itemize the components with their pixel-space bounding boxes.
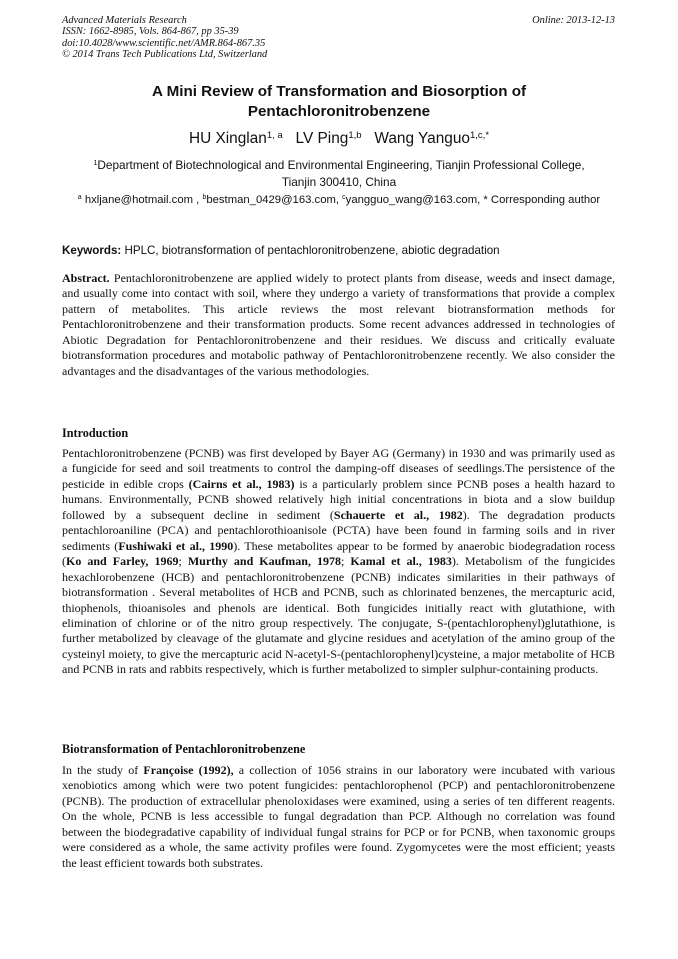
citation: Ko and Farley, 1969	[66, 554, 179, 569]
affiliation-line-1: Department of Biotechnological and Environmental Engineering, Tianjin Professional College,	[97, 158, 585, 172]
author-2-sup: 1,b	[348, 129, 362, 141]
citation: Schauerte et al., 1982	[333, 507, 463, 522]
abstract-label: Abstract.	[62, 271, 110, 285]
email-sup-a: a	[77, 194, 82, 202]
affiliation-sup: 1	[93, 157, 98, 167]
biotransformation-paragraph	[62, 763, 615, 871]
email-b: bestman_0429@163.com,	[206, 194, 343, 206]
citation: Françoise (1992),	[143, 763, 234, 777]
author-1-name: HU Xinglan	[188, 130, 267, 147]
title-line-1: A Mini Review of Transformation and Biosorption of	[151, 83, 527, 100]
intro-text: ). The degradation products pentachloroaniline (PCA) and pentachlorothioanisole (PCTA) have been found in farming soils and in river sediments (	[62, 507, 616, 553]
keywords-label: Keywords:	[62, 244, 122, 257]
citation: (Cairns et al., 1983)	[188, 476, 295, 491]
introduction-paragraph	[62, 446, 615, 678]
keywords	[62, 243, 618, 258]
bio-text: In the study of	[62, 763, 144, 777]
email-a: hxljane@hotmail.com ,	[81, 194, 203, 206]
journal-name: Advanced Materials Research	[62, 15, 187, 26]
intro-text: ;	[341, 554, 351, 569]
section-heading-biotransformation: Biotransformation of Pentachloronitrobenzene	[62, 742, 306, 756]
intro-text: ). These metabolites appear to be formed by anaerobic biodegradation rocess (	[62, 538, 616, 569]
affiliation-line-2: Tianjin 300410, China	[281, 174, 397, 189]
email-sup-b: b	[202, 194, 207, 202]
copyright-line: © 2014 Trans Tech Publications Ltd, Switzerland	[62, 49, 268, 61]
intro-text: ;	[178, 554, 188, 569]
email-sup-c: c	[342, 194, 346, 202]
section-heading-introduction: Introduction	[62, 426, 129, 440]
online-date: Online: 2013-12-13	[532, 15, 615, 26]
author-1-sup: 1, a	[266, 129, 283, 141]
abstract-text: Pentachloronitrobenzene are applied widely to protect plants from disease, weeds and insect damage, and usually come into contact with soil, where they undergo a variety of transformations that provide a complex pattern of metabolites. This article reviews the most relevant biotransformation methods for Pentachloronitrobenzene and their transformation products. Some recent advances addressed in technologies of Abiotic Degradation for Pentachloronitrobenzene and their residues. We discuss and critically evaluate biotransformation procedures and motabolic pathway of Pentachloronitrobenzene recently. We also consider the advantages and the disadvantages of the various methodologies.	[62, 271, 615, 378]
doi-line: doi:10.4028/www.scientific.net/AMR.864-867.35	[62, 37, 266, 49]
citation: Fushiwaki et al., 1990	[118, 538, 234, 553]
intro-text: ). Metabolism of the fungicides hexachlorobenzene (HCB) and pentachloronitrobenzene (PCNB) indicates similarities in their pathways of biotransformation . Several metabolites of HCB and PCNB, such as chlorinated benzenes, the mercapturic acid, thiophenols, thioanisoles and phenols are identical. Both fungicides initially react with glutathione, with elimination of chlorine or of the nitro group respectively. The conjugate, S-(pentachlorophenyl)glutathione, is further metabolized by cleavage of the glutamate and glycine residues and acetylation of the amino group of the cysteinyl moiety, to give the mercapturic acid N-acetyl-S-(pentachlorophenyl)cysteine, a major metabolite of HCB and PCNB in rats and rabbits respectively, which is further metabolized to simpler sulphur-containing products.	[62, 554, 615, 677]
bio-text: a collection of 1056 strains in our laboratory were incubated with various xenobiotics among which were two potent fungicides: pentachlorophenol (PCP) and pentachloronitrobenzene (PCNB). The production of extracellular phenoloxidases were examined, using a series of ten different reagents. On the whole, PCNB is less accessible to fungal degradation than PCP. Although no correlation was found between the biodegradative capability of individual fungal strains for PCP or for PCNB, when taxonomic groups were considered as a whole, the same activity profiles were found. Zygomycetes were the most efficient; yeasts the least efficient towards both substrates.	[62, 763, 616, 870]
author-3-name: Wang Yanguo	[374, 130, 470, 147]
issn-line: ISSN: 1662-8985, Vols. 864-867, pp 35-39	[62, 26, 239, 38]
author-emails	[64, 193, 614, 209]
citation: Murthy and Kaufman, 1978	[187, 554, 342, 569]
journal-header	[62, 15, 267, 61]
intro-text: is a particularly problem since PCNB poses a health hazard to humans. Environmentally, PCNB showed relatively high initial concentrations in biota and a slow buildup followed by a subsequent decline in sediment (	[62, 476, 615, 522]
author-list	[60, 129, 618, 148]
author-2-name: LV Ping	[295, 130, 349, 147]
keywords-text: HPLC, biotransformation of pentachloronitrobenzene, abiotic degradation	[121, 244, 500, 257]
intro-text: Pentachloronitrobenzene (PCNB) was first developed by Bayer AG (Germany) in 1930 and was primarily used as a fungicide for seed and soil treatments to control the damping-off diseases of seedlings.The persistence of the pesticide in edible crops	[62, 446, 615, 491]
title-line-2: Pentachloronitrobenzene	[247, 102, 431, 120]
email-c: yangguo_wang@163.com, * Corresponding author	[345, 194, 601, 206]
abstract	[62, 271, 615, 379]
author-3-sup: 1,c,*	[469, 129, 490, 141]
paper-title	[60, 82, 618, 121]
affiliation	[70, 157, 608, 190]
citation: Kamal et al., 1983	[350, 554, 452, 569]
